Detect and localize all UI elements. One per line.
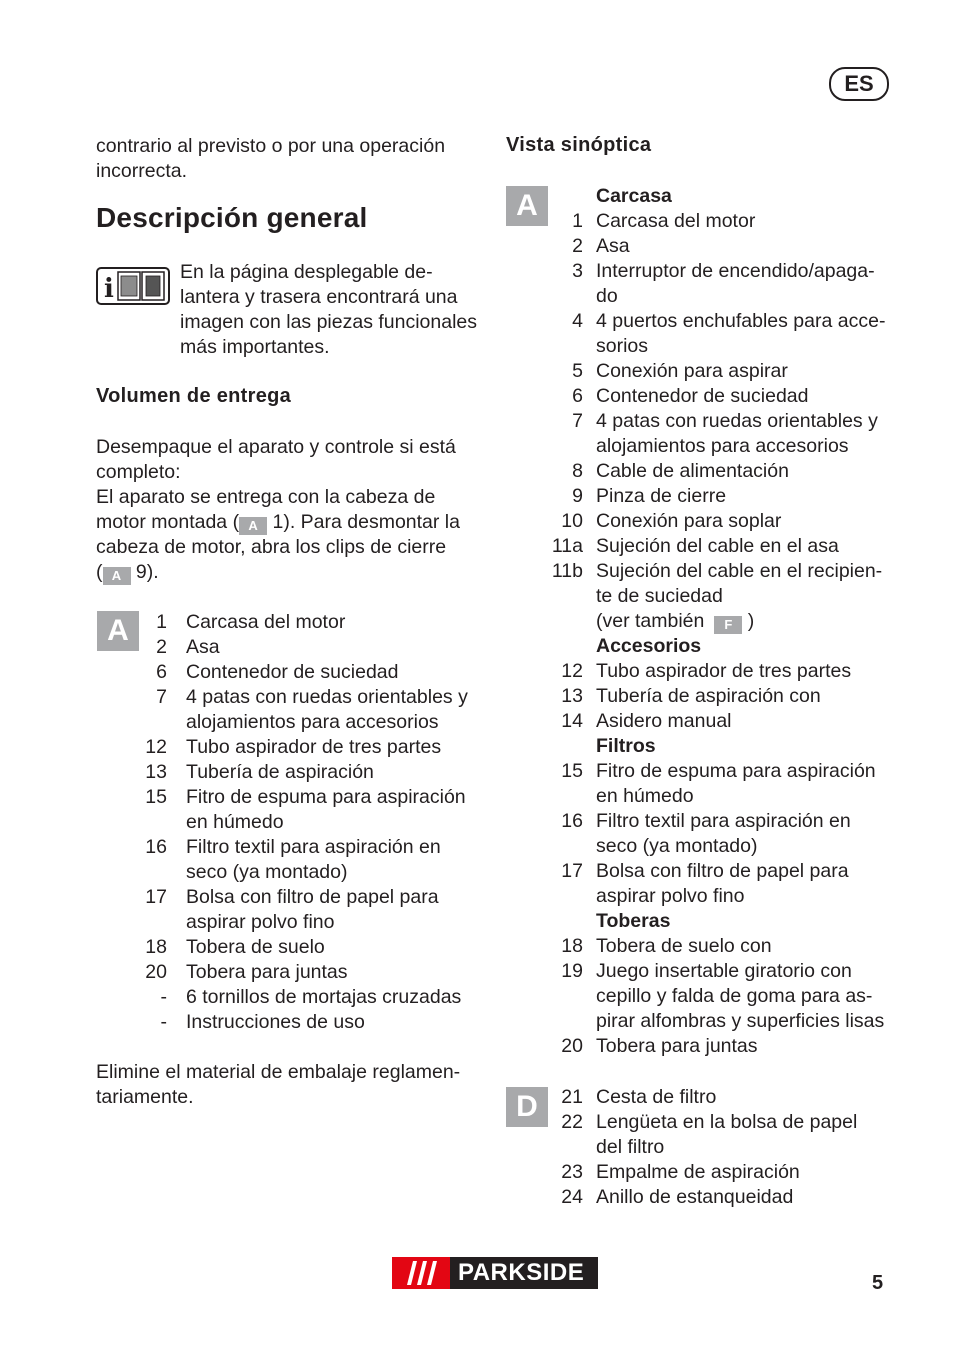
group-heading: Toberas (596, 910, 671, 932)
item-number: 6 (156, 661, 167, 683)
item-label: Sujeción del cable en el recipien- (596, 560, 883, 582)
item-number: 16 (145, 836, 167, 858)
item-number: 2 (572, 235, 583, 257)
item-label: Fitro de espuma para aspiración (186, 786, 466, 808)
item-label: 4 puertos enchufables para acce- (596, 310, 886, 332)
delivery-list (96, 610, 496, 1040)
item-number: 12 (145, 736, 167, 758)
group-heading: Filtros (596, 735, 656, 757)
info-book-icon (96, 267, 170, 305)
item-label: alojamientos para accesorios (596, 435, 849, 457)
item-label: Tobera para juntas (596, 1035, 758, 1057)
section-tag-a: A (506, 186, 548, 226)
item-number: - (160, 1011, 167, 1033)
section-tag-a: A (97, 611, 139, 651)
item-number: 6 (572, 385, 583, 407)
item-label: Asa (596, 235, 630, 257)
overview-list-d (506, 1085, 926, 1215)
item-label: Carcasa del motor (596, 210, 756, 232)
item-label: Tobera de suelo (186, 936, 325, 958)
item-number: 21 (561, 1086, 583, 1108)
paragraph-line: completo: (96, 461, 181, 483)
item-label: Interruptor de encendido/apaga- (596, 260, 875, 282)
svg-text:i: i (104, 274, 114, 304)
item-number: 10 (561, 510, 583, 532)
figure-ref-tag: F (714, 616, 742, 634)
item-label: Filtro textil para aspiración en (186, 836, 441, 858)
item-number: 1 (572, 210, 583, 232)
item-number: 17 (561, 860, 583, 882)
item-label: cepillo y falda de goma para as- (596, 985, 873, 1007)
closing-line: tariamente. (96, 1086, 194, 1108)
item-label: Asa (186, 636, 220, 658)
item-label: Contenedor de suciedad (596, 385, 809, 407)
intro-line: incorrecta. (96, 160, 188, 182)
item-label: te de suciedad (596, 585, 723, 607)
item-label: Juego insertable giratorio con (596, 960, 852, 982)
item-label: Bolsa con filtro de papel para (186, 886, 439, 908)
figure-ref-tag: A (239, 517, 267, 535)
section-tag-d: D (506, 1087, 548, 1127)
item-label: Sujeción del cable en el asa (596, 535, 839, 557)
item-label: aspirar polvo fino (186, 911, 335, 933)
item-label: seco (ya montado) (596, 835, 758, 857)
info-line: imagen con las piezas funcionales (180, 311, 478, 333)
item-label: Tubo aspirador de tres partes (596, 660, 852, 682)
item-label: sorios (596, 335, 649, 357)
item-label: (ver también F ) (596, 610, 755, 632)
item-label: aspirar polvo fino (596, 885, 745, 907)
item-label: Tubería de aspiración (186, 761, 374, 783)
item-number: 1 (156, 611, 167, 633)
item-label: en húmedo (596, 785, 694, 807)
item-label: Lengüeta en la bolsa de papel (596, 1111, 858, 1133)
item-label: Filtro textil para aspiración en (596, 810, 851, 832)
item-label: Conexión para aspirar (596, 360, 788, 382)
item-number: 7 (572, 410, 583, 432)
subheading-delivery: Volumen de entrega (96, 385, 292, 407)
item-label: do (596, 285, 618, 307)
figure-ref-tag: A (103, 567, 131, 585)
item-number: 4 (572, 310, 583, 332)
item-number: - (160, 986, 167, 1008)
paragraph-line: El aparato se entrega con la cabeza de (96, 486, 436, 508)
item-number: 3 (572, 260, 583, 282)
paragraph-line (96, 560, 460, 585)
closing-text (96, 1060, 460, 1110)
item-number: 9 (572, 485, 583, 507)
item-label: Empalme de aspiración (596, 1161, 800, 1183)
item-label: Asidero manual (596, 710, 732, 732)
item-label: Tubería de aspiración con (596, 685, 821, 707)
info-line: lantera y trasera encontrará una (180, 286, 458, 308)
item-label: Tubo aspirador de tres partes (186, 736, 442, 758)
item-label: Cesta de filtro (596, 1086, 717, 1108)
info-text (180, 260, 477, 360)
group-heading: Carcasa (596, 185, 672, 207)
item-number: 11a (551, 535, 583, 557)
item-number: 20 (561, 1035, 583, 1057)
item-number: 24 (561, 1186, 583, 1208)
item-number: 5 (572, 360, 583, 382)
item-label: Cable de alimentación (596, 460, 789, 482)
item-label: pirar alfombras y superficies lisas (596, 1010, 885, 1032)
text-fragment: 9). (130, 561, 159, 583)
item-number: 2 (156, 636, 167, 658)
text-fragment: 1). Para desmontar la (267, 511, 460, 533)
item-label: Instrucciones de uso (186, 1011, 365, 1033)
logo-stripes-icon (392, 1257, 450, 1289)
paragraph-line: Desempaque el aparato y controle si está (96, 436, 456, 458)
overview-heading: Vista sinóptica (506, 134, 652, 156)
item-number: 14 (561, 710, 583, 732)
language-badge: ES (829, 67, 889, 101)
item-number: 19 (561, 960, 583, 982)
item-number: 15 (561, 760, 583, 782)
item-label: Tobera de suelo con (596, 935, 772, 957)
item-label: en húmedo (186, 811, 284, 833)
item-label: Bolsa con filtro de papel para (596, 860, 849, 882)
brand-logo (392, 1257, 598, 1289)
item-number: 8 (572, 460, 583, 482)
item-label: Carcasa del motor (186, 611, 346, 633)
text-fragment: ( (96, 561, 103, 583)
closing-line: Elimine el material de embalaje reglamen- (96, 1061, 461, 1083)
group-heading: Accesorios (596, 635, 702, 657)
item-label: del filtro (596, 1136, 665, 1158)
intro-text (96, 134, 445, 184)
intro-line: contrario al previsto o por una operación (96, 135, 446, 157)
item-number: 11b (551, 560, 583, 582)
item-number: 13 (145, 761, 167, 783)
item-label: Contenedor de suciedad (186, 661, 399, 683)
item-number: 20 (145, 961, 167, 983)
delivery-paragraph (96, 435, 460, 585)
item-label: Tobera para juntas (186, 961, 348, 983)
item-label: Pinza de cierre (596, 485, 727, 507)
item-number: 18 (145, 936, 167, 958)
item-label: 6 tornillos de mortajas cruzadas (186, 986, 462, 1008)
item-label: Anillo de estanqueidad (596, 1186, 794, 1208)
item-number: 23 (561, 1161, 583, 1183)
item-label: Fitro de espuma para aspiración (596, 760, 876, 782)
info-line: más importantes. (180, 336, 330, 358)
page-number: 5 (872, 1272, 884, 1294)
info-line: En la página desplegable de- (180, 261, 433, 283)
item-label: Conexión para soplar (596, 510, 782, 532)
paragraph-line: cabeza de motor, abra los clips de cierre (96, 536, 447, 558)
item-number: 15 (145, 786, 167, 808)
page-heading: Descripción general (96, 202, 368, 233)
text-fragment: motor montada ( (96, 511, 240, 533)
item-label: 4 patas con ruedas orientables y (186, 686, 468, 708)
overview-list-a (506, 184, 926, 1064)
text-fragment: ) (742, 610, 755, 632)
paragraph-line (96, 510, 460, 535)
item-number: 22 (561, 1111, 583, 1133)
item-number: 16 (561, 810, 583, 832)
item-label: seco (ya montado) (186, 861, 348, 883)
item-number: 18 (561, 935, 583, 957)
item-label: alojamientos para accesorios (186, 711, 439, 733)
item-number: 17 (145, 886, 167, 908)
item-number: 13 (561, 685, 583, 707)
item-number: 7 (156, 686, 167, 708)
item-number: 12 (561, 660, 583, 682)
brand-name: PARKSIDE (458, 1259, 585, 1286)
item-label: 4 patas con ruedas orientables y (596, 410, 878, 432)
